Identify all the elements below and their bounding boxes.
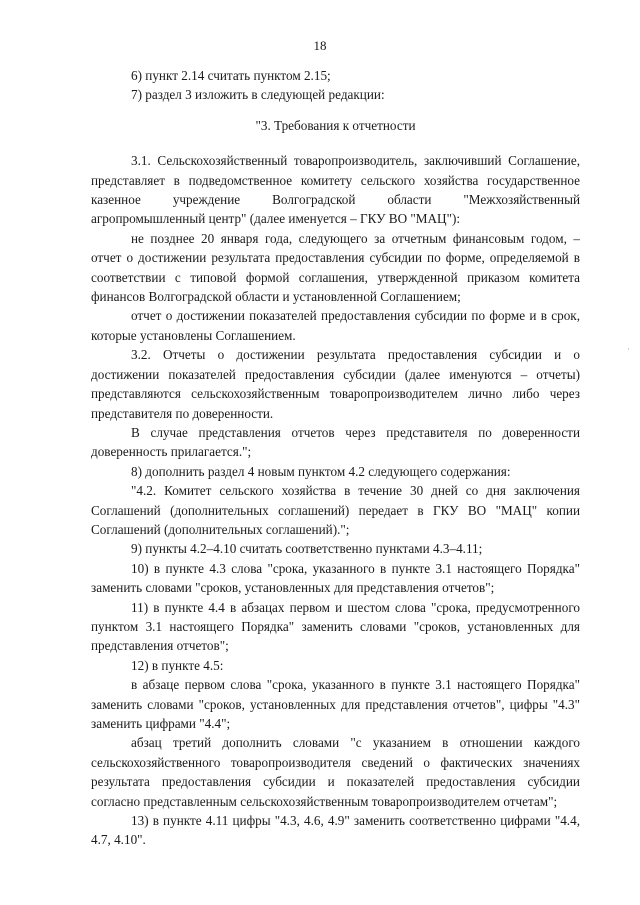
- paragraph: 6) пункт 2.14 считать пунктом 2.15;: [131, 68, 331, 83]
- paragraph: 3.2. Отчеты о достижении результата предоставления субсидии и о достижении показателей предоставления субсидии (далее именуются – отчеты) представляются сельскохозяйственным товаропроизводителем лично либо через представителя по доверенности.: [91, 347, 580, 421]
- paragraph: "4.2. Комитет сельского хозяйства в течение 30 дней со дня заключения Соглашений (дополнительных соглашений) передает в ГКУ ВО "МАЦ" копии Соглашений (дополнительных соглашений).";: [91, 483, 580, 537]
- paragraph: 7) раздел 3 изложить в следующей редакции:: [131, 87, 385, 103]
- page-number: 18: [313, 38, 327, 53]
- paragraph: абзац третий дополнить словами "с указанием в отношении каждого сельскохозяйственного товаропроизводителя сведений о фактических значениях результата предоставления субсидии и показателей предоставления субсидии согласно представленным сельскохозяйственным товаропроизводителем отчетам";: [91, 735, 580, 809]
- section-heading: "3. Требования к отчетности: [255, 117, 416, 133]
- paragraph: не позднее 20 января года, следующего за отчетным финансовым годом, – отчет о достижении результата предоставления субсидии по форме, определяемой в соответствии с типовой формой соглашения, утвержденной приказом комитета финансов Волгоградской области и установленной Соглашением;: [91, 230, 580, 305]
- paragraph: В случае представления отчетов через представителя по доверенности доверенность прилагается.";: [91, 424, 580, 460]
- margin-mark: ·: [627, 344, 630, 354]
- paragraph: 3.1. Сельскохозяйственный товаропроизводитель, заключивший Соглашение, представляет в подведомственное комитету сельского хозяйства государственное казенное учреждение Волгоградской области "Межхозяйственный агропромышленный центр" (далее именуется – ГКУ ВО "МАЦ"):: [91, 153, 580, 227]
- paragraph: отчет о достижении показателей предоставления субсидии по форме и в срок, которые установлены Соглашением.: [91, 308, 580, 343]
- paragraph: 13) в пункте 4.11 цифры "4.3, 4.6, 4.9" заменить соответственно цифрами "4.4, 4.7, 4.10".: [91, 813, 580, 848]
- paragraph: в абзаце первом слова "срока, указанного в пункте 3.1 настоящего Порядка" заменить словами "сроков, установленных для представления отчетов", цифры "4.3" заменить цифрами "4.4";: [91, 677, 580, 731]
- paragraph: 12) в пункте 4.5:: [131, 657, 224, 673]
- paragraph: 10) в пункте 4.3 слова "срока, указанного в пункте 3.1 настоящего Порядка" заменить словами "сроков, установленных для представления отчетов";: [91, 560, 580, 596]
- paragraph: 9) пункты 4.2–4.10 считать соответственно пунктами 4.3–4.11;: [131, 541, 483, 557]
- document-body: [91, 66, 580, 850]
- paragraph: 8) дополнить раздел 4 новым пунктом 4.2 следующего содержания:: [131, 463, 511, 479]
- paragraph: 11) в пункте 4.4 в абзацах первом и шестом слова "срока, предусмотренного пунктом 3.1 настоящего Порядка" заменить словами "сроков, установленных для представления отчетов";: [91, 599, 580, 654]
